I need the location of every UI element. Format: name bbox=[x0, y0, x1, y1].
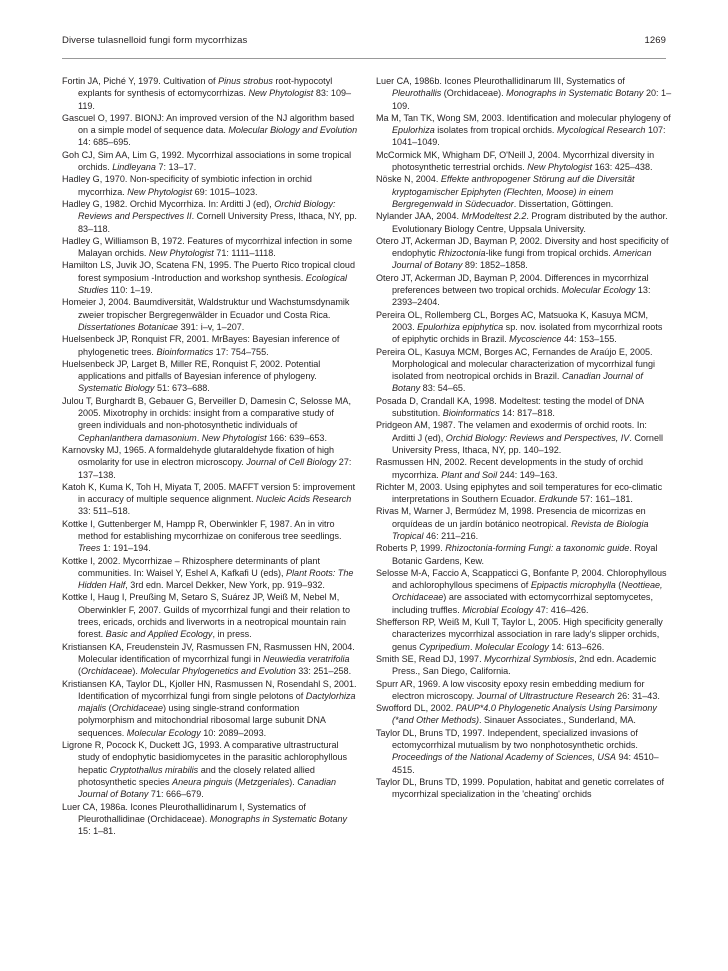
reference-entry: Luer CA, 1986b. Icones Pleurothallidinarum III, Systematics of Pleurothallis (Orchidaceae). Monographs in Systematic Botany 20: 1–109. bbox=[376, 76, 672, 111]
reference-entry: Karnovsky MJ, 1965. A formaldehyde glutaraldehyde fixation of high osmolarity for use in electron microscopy. Journal of Cell Biology 27: 137–138. bbox=[62, 444, 352, 480]
reference-entry: Rivas M, Warner J, Bermúdez M, 1998. Presencia de micorrizas en orquídeas de un jardín botánico neotropical. Revista de Biologia Tropical 46: 211–216. bbox=[376, 506, 649, 541]
reference-entry: Pereira OL, Rollemberg CL, Borges AC, Matsuoka K, Kasuya MCM, 2003. Epulorhiza epiphytica sp. nov. isolated from mycorrhizal roots of epiphytic orchids in Brazil. Mycoscience 44: 153–155. bbox=[376, 309, 663, 345]
reference-entry: Smith SE, Read DJ, 1997. Mycorrhizal Symbiosis, 2nd edn. Academic Press., San Diego, California. bbox=[376, 653, 657, 677]
reference-entry: Shefferson RP, Weiß M, Kull T, Taylor L, 2005. High specificity generally characterizes mycorrhizal association in rare lady's slipper orchids, genus Cypripedium. Molecular Ecology 14: 613–626. bbox=[376, 617, 663, 652]
reference-entry: Luer CA, 1986a. Icones Pleurothallidinarum I, Systematics of Pleurothallidinae (Orchidaceae). Monographs in Systematic Botany 15: 1–81. bbox=[62, 801, 348, 837]
reference-entry: Posada D, Crandall KA, 1998. Modeltest: testing the model of DNA substitution. Bioinformatics 14: 817–818. bbox=[376, 395, 644, 419]
reference-entry: Otero JT, Ackerman JD, Bayman P, 2002. Diversity and host specificity of endophytic Rhizoctonia-like fungi from tropical orchids. American Journal of Botany 89: 1852–1858. bbox=[376, 235, 669, 271]
reference-entry: Julou T, Burghardt B, Gebauer G, Berveiller D, Damesin C, Selosse MA, 2005. Mixotrophy in orchids: insight from a comparative study of green individuals and non-photosynthetic individuals of Cephanlanthera damasonium. New Phytologist 166: 639–653. bbox=[62, 395, 351, 443]
reference-entry: Homeier J, 2004. Baumdiversität, Waldstruktur und Wachstumsdynamik zweier tropischer Bergregenwälder in Ecuador und Costa Rica. Dissertationes Botanicae 391: i–v, 1–207. bbox=[62, 297, 350, 332]
reference-entry: Selosse M-A, Faccio A, Scappaticci G, Bonfante P, 2004. Chlorophyllous and achlorophyllous specimens of Epipactis microphylla (Neottieae, Orchidaceae) are associated with ectomycorrhizal septomycetes, including truffles. Microbial Ecology 47: 416–426. bbox=[376, 567, 667, 615]
reference-entry: Huelsenbeck JP, Larget B, Miller RE, Ronquist F, 2002. Potential applications and pitfalls of Bayesian inference of phylogeny. Systematic Biology 51: 673–688. bbox=[62, 358, 321, 394]
reference-entry: Spurr AR, 1969. A low viscosity epoxy resin embedding medium for electron microscopy. Journal of Ultrastructure Research 26: 31–43. bbox=[376, 678, 660, 701]
reference-entry: Hadley G, 1982. Orchid Mycorrhiza. In: Arditti J (ed), Orchid Biology: Reviews and Perspectives II. Cornell University Press, Ithaca, NY, pp. 83–118. bbox=[62, 198, 357, 234]
reference-entry: Kottke I, 2002. Mycorrhizae – Rhizosphere determinants of plant communities. In: Waisel Y, Eshel A, Kafkafi U (eds), Plant Roots: The Hidden Half, 3rd edn. Marcel Dekker, New York, pp. 919–932. bbox=[62, 555, 354, 591]
reference-entry: Pereira OL, Kasuya MCM, Borges AC, Fernandes de Araújo E, 2005. Morphological and molecular characterization of mycorrhizal fungi isolated from neotropical orchids in Brazil. Canadian Journal of Botany 83: 54–65. bbox=[376, 346, 655, 394]
reference-entry: Swofford DL, 2002. PAUP*4.0 Phylogenetic Analysis Using Parsimony (*and Other Methods). Sinauer Associates., Sunderland, MA. bbox=[376, 703, 657, 726]
reference-entry: Ligrone R, Pocock K, Duckett JG, 1993. A comparative ultrastructural study of endophytic basidiomycetes in the parasitic achlorophyllous hepatic Cryptothallus mirabilis and the closely related allied photosynthetic species Aneura pinguis (Metzgeriales). Canadian Journal of Botany 71: 666–679. bbox=[62, 740, 348, 800]
reference-entry: Huelsenbeck JP, Ronquist FR, 2001. MrBayes: Bayesian inference of phylogenetic trees. Bioinformatics 17: 754–755. bbox=[62, 334, 340, 357]
reference-entry: Otero JT, Ackerman JD, Bayman P, 2004. Differences in mycorrhizal preferences between two tropical orchids. Molecular Ecology 13: 2393–2404. bbox=[376, 272, 651, 308]
reference-entry: Hadley G, 1970. Non-specificity of symbiotic infection in orchid mycorrhiza. New Phytologist 69: 1015–1023. bbox=[62, 174, 312, 197]
page-number: 1269 bbox=[644, 35, 666, 46]
reference-entry: Kottke I, Guttenberger M, Hampp R, Oberwinkler F, 1987. An in vitro method for establishing mycorrhizae on coniferous tree seedlings. Trees 1: 191–194. bbox=[62, 518, 342, 554]
reference-entry: McCormick MK, Whigham DF, O'Neill J, 2004. Mycorrhizal diversity in photosynthetic terrestrial orchids. New Phytologist 163: 425–438. bbox=[376, 149, 655, 173]
reference-entry: Goh CJ, Sim AA, Lim G, 1992. Mycorrhizal associations in some tropical orchids. Lindleyana 7: 13–17. bbox=[62, 149, 352, 173]
reference-entry: Taylor DL, Bruns TD, 1999. Population, habitat and genetic correlates of mycorrhizal specialization in the 'cheating' orchids bbox=[376, 776, 664, 800]
reference-entry: Kottke I, Haug I, Preußing M, Setaro S, Suárez JP, Weiß M, Nebel M, Oberwinkler F, 2007. Guilds of mycorrhizal fungi and their relation to trees, ericads, orchids and liverworts in a neotropical mountain rain forest. Basic and Applied Ecology, in press. bbox=[62, 592, 351, 640]
references-left-column bbox=[62, 75, 358, 837]
reference-entry: Pridgeon AM, 1987. The velamen and exodermis of orchid roots. In: Arditti J (ed), Orchid Biology: Reviews and Perspectives, IV. Cornell University Press, Ithaca, NY, pp. 140–192. bbox=[376, 420, 664, 455]
reference-entry: Rasmussen HN, 2002. Recent developments in the study of orchid mycorrhiza. Plant and Soil 244: 149–163. bbox=[376, 457, 644, 480]
reference-entry: Richter M, 2003. Using epiphytes and soil temperatures for eco-climatic interpretations in Southern Ecuador. Erdkunde 57: 161–181. bbox=[376, 481, 663, 505]
reference-entry: Taylor DL, Bruns TD, 1997. Independent, specialized invasions of ectomycorrhizal mutualism by two nonphotosynthetic orchids. Proceedings of the National Academy of Sciences, USA 94: 4510–4515. bbox=[376, 727, 659, 775]
reference-entry: Fortin JA, Piché Y, 1979. Cultivation of Pinus strobus root-hypocotyl explants for synthesis of ectomycorrhizas. New Phytologist 83: 109–119. bbox=[62, 76, 352, 111]
reference-entry: Kristiansen KA, Freudenstein JV, Rasmussen FN, Rasmussen HN, 2004. Molecular identification of mycorrhizal fungi in Neuwiedia veratrifolia (Orchidaceae). Molecular Phylogenetics and Evolution 33: 251–258. bbox=[62, 641, 355, 677]
reference-entry: Ma M, Tan TK, Wong SM, 2003. Identification and molecular phylogeny of Epulorhiza isolates from tropical orchids. Mycological Research 107: 1041–1049. bbox=[376, 112, 671, 148]
reference-entry: Nylander JAA, 2004. MrModeltest 2.2. Program distributed by the author. Evolutionary Biology Centre, Uppsala University. bbox=[376, 211, 668, 234]
reference-entry: Katoh K, Kuma K, Toh H, Miyata T, 2005. MAFFT version 5: improvement in accuracy of multiple sequence alignment. Nucleic Acids Research 33: 511–518. bbox=[62, 481, 356, 517]
running-header bbox=[62, 35, 666, 51]
reference-entry: Hamilton LS, Juvik JO, Scatena FN, 1995. The Puerto Rico tropical cloud forest symposium -Introduction and workshop synthesis. Ecological Studies 110: 1–19. bbox=[62, 260, 355, 296]
reference-entry: Roberts P, 1999. Rhizoctonia-forming Fungi: a taxonomic guide. Royal Botanic Gardens, Kew. bbox=[376, 543, 658, 566]
reference-entry: Hadley G, Williamson B, 1972. Features of mycorrhizal infection in some Malayan orchids. New Phytologist 71: 1111–1118. bbox=[62, 235, 353, 259]
header-rule bbox=[62, 58, 666, 59]
references-right-column bbox=[376, 75, 672, 801]
reference-entry: Gascuel O, 1997. BIONJ: An improved version of the NJ algorithm based on a simple model of sequence data. Molecular Biology and Evolution 14: 685–695. bbox=[62, 112, 358, 148]
reference-entry: Nöske N, 2004. Effekte anthropogener Störung auf die Diversität kryptogamischer Epiphyten (Flechten, Moose) in einem Bergregenwald in Südecuador. Dissertation, Göttingen. bbox=[376, 174, 635, 209]
running-title: Diverse tulasnelloid fungi form mycorrhizas bbox=[62, 35, 248, 46]
reference-entry: Kristiansen KA, Taylor DL, Kjoller HN, Rasmussen N, Rosendahl S, 2001. Identification of mycorrhizal fungi from single pelotons of Dactylorhiza majalis (Orchidaceae) using single-strand conformation polymorphism and mitochondrial ribosomal large subunit DNA sequences. Molecular Ecology 10: 2089–2093. bbox=[62, 678, 357, 738]
